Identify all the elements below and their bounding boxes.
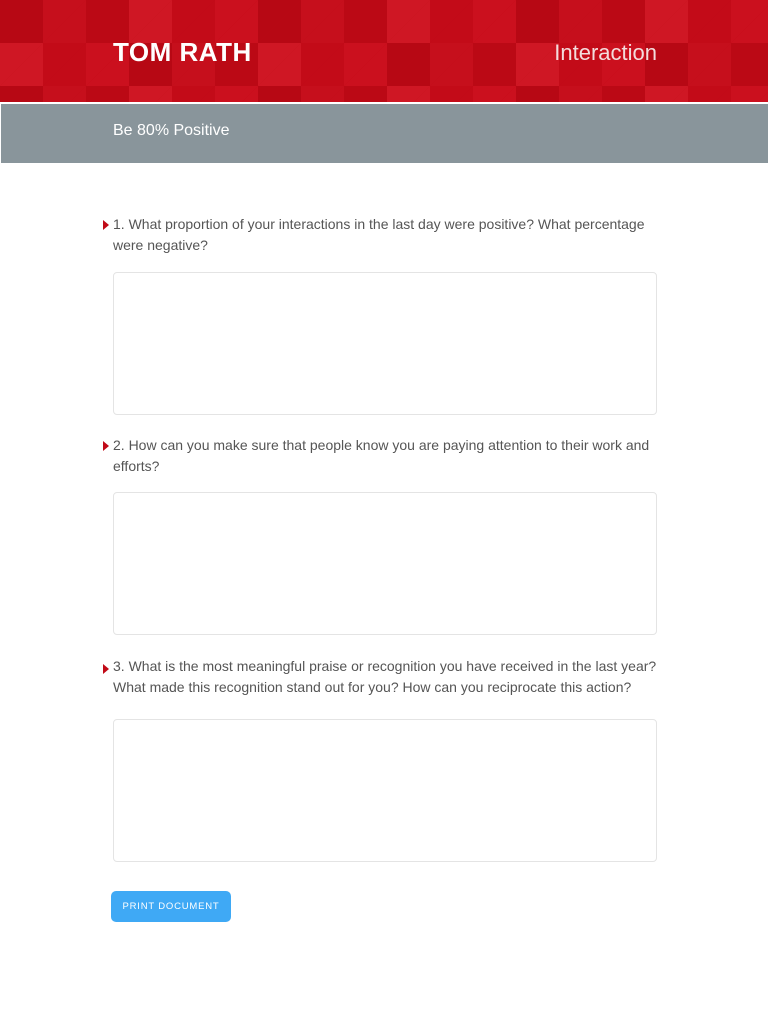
answer-2-input[interactable]: [113, 492, 657, 635]
question-marker-icon: [103, 220, 109, 230]
section-title: Interaction: [554, 40, 657, 65]
question-marker-icon: [103, 441, 109, 451]
question-1-text: 1. What proportion of your interactions in the last day were positive? What percentage were negative?: [113, 216, 645, 253]
page-header: [0, 0, 768, 102]
print-document-button[interactable]: PRINT DOCUMENT: [111, 891, 231, 922]
question-2-text: 2. How can you make sure that people know you are paying attention to their work and efforts?: [113, 437, 650, 474]
brand-logo: TOM RATH: [113, 37, 252, 67]
question-marker-icon: [103, 664, 109, 674]
subheader-title: Be 80% Positive: [113, 122, 230, 139]
question-3-text: 3. What is the most meaningful praise or recognition you have received in the last year? What made this recognition stand out for you? How can you reciprocate this action?: [113, 658, 657, 695]
answer-3-input[interactable]: [113, 719, 657, 862]
answer-1-input[interactable]: [113, 272, 657, 415]
